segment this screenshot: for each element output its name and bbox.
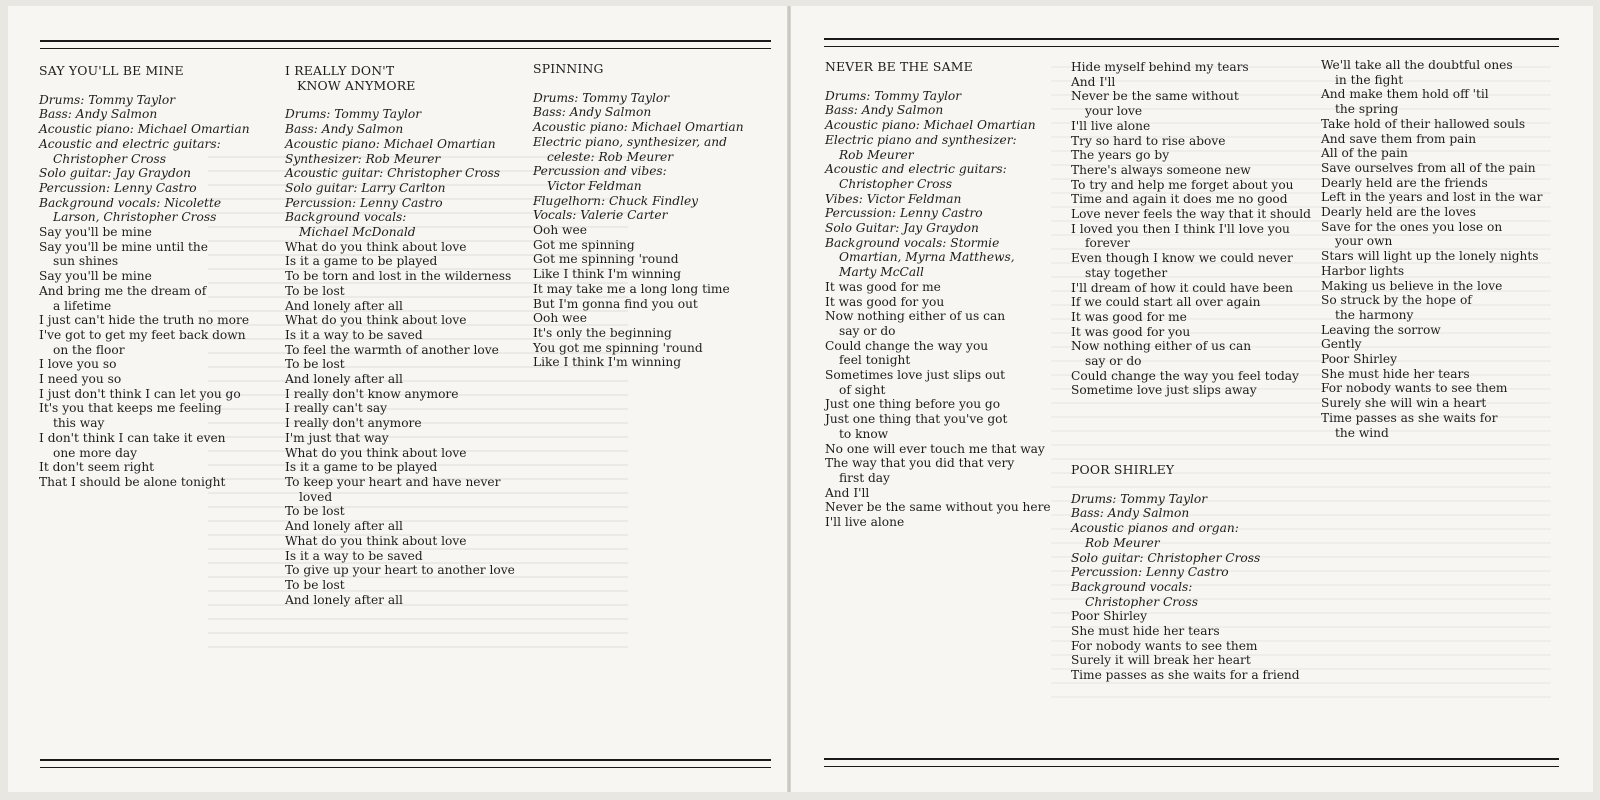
- lyric-stanza: [285, 387, 525, 446]
- lyric-line: a lifetime: [53, 298, 112, 313]
- lyric-line: I really can't say: [285, 401, 388, 416]
- musician-credits: [1071, 492, 1311, 610]
- credit-line: Vibes: Victor Feldman: [825, 191, 962, 206]
- credit-line: celeste: Rob Meurer: [547, 149, 674, 164]
- musician-credits: [39, 93, 279, 225]
- lyric-line: And lonely after all: [285, 519, 403, 534]
- lyric-line: What do you think about love: [285, 445, 467, 460]
- lyric-line: And make them hold off 'til: [1321, 87, 1489, 102]
- credit-line: Drums: Tommy Taylor: [533, 90, 670, 105]
- credit-line: Bass: Andy Salmon: [285, 122, 404, 137]
- lyric-line: I really don't know anymore: [285, 386, 459, 401]
- lyric-line: It's you that keeps me feeling: [39, 401, 222, 416]
- song-poor-shirley-continued: [1321, 58, 1561, 440]
- credit-line: Bass: Andy Salmon: [825, 103, 944, 118]
- lyric-line: your own: [1335, 234, 1393, 249]
- lyric-line: For nobody wants to see them: [1071, 638, 1258, 653]
- lyric-stanza: [533, 282, 773, 311]
- lyric-line: To be lost: [285, 283, 345, 298]
- lyric-line: The way that you did that very: [825, 456, 1015, 471]
- lyric-line: And lonely after all: [285, 372, 403, 387]
- left-page: [8, 6, 789, 792]
- credit-line: Percussion: Lenny Castro: [285, 195, 443, 210]
- musician-credits: [825, 89, 1065, 280]
- lyric-line: Save ourselves from all of the pain: [1321, 160, 1536, 175]
- credit-line: Christopher Cross: [839, 176, 952, 191]
- lyric-line: Got me spinning 'round: [533, 252, 679, 267]
- lyric-line: To be torn and lost in the wilderness: [285, 269, 512, 284]
- lyric-line: one more day: [53, 445, 138, 460]
- credit-line: Electric piano, synthesizer, and: [533, 134, 727, 149]
- lyric-line: Sometimes love just slips out: [825, 368, 1006, 383]
- lyric-line: We'll take all the doubtful ones: [1321, 58, 1513, 72]
- lyric-line: Could change the way you feel today: [1071, 368, 1299, 383]
- right-page: [790, 6, 1593, 792]
- lyric-line: There's always someone new: [1071, 162, 1251, 177]
- lyric-line: To give up your heart to another love: [285, 563, 515, 578]
- musician-credits: [285, 107, 525, 239]
- lyric-line: I don't think I can take it even: [39, 430, 226, 445]
- lyric-line: Dearly held are the friends: [1321, 175, 1488, 190]
- song-title-line: POOR SHIRLEY: [1071, 462, 1175, 477]
- lyric-line: She must hide her tears: [1321, 366, 1470, 381]
- lyric-line: It don't seem right: [39, 460, 155, 475]
- lyric-line: Making us believe in the love: [1321, 278, 1503, 293]
- lyric-line: And I'll: [1071, 74, 1116, 89]
- credit-line: Solo guitar: Jay Graydon: [39, 166, 191, 181]
- lyric-stanza: [285, 446, 525, 534]
- song-poor-shirley: [1071, 463, 1311, 683]
- credit-line: Drums: Tommy Taylor: [39, 92, 176, 107]
- lyric-line: Dearly held are the loves: [1321, 205, 1476, 220]
- lyric-line: To try and help me forget about you: [1071, 177, 1294, 192]
- lyric-line: Ooh wee: [533, 311, 587, 326]
- credit-line: Acoustic piano: Michael Omartian: [285, 136, 496, 151]
- lyric-stanza: [1321, 176, 1561, 250]
- lyric-stanza: [533, 223, 773, 282]
- lyric-stanza: [825, 486, 1065, 530]
- credit-line: Rob Meurer: [839, 147, 914, 162]
- song-spinning: [533, 62, 773, 370]
- lyric-line: say or do: [839, 323, 896, 338]
- song-title: [825, 60, 1065, 75]
- lyric-line: feel tonight: [839, 353, 911, 368]
- lyric-line: Is it a way to be saved: [285, 327, 423, 342]
- lyric-line: Time passes as she waits for: [1321, 410, 1498, 425]
- lyric-line: Left in the years and lost in the war: [1321, 190, 1543, 205]
- credit-line: Christopher Cross: [53, 151, 166, 166]
- lyric-line: What do you think about love: [285, 533, 467, 548]
- lyric-line: I've got to get my feet back down: [39, 327, 246, 342]
- credit-line: Omartian, Myrna Matthews,: [839, 250, 1015, 265]
- credit-line: Background vocals: Stormie: [825, 235, 1000, 250]
- lyric-line: Just one thing before you go: [825, 397, 1001, 412]
- credit-line: Acoustic and electric guitars:: [825, 162, 1007, 177]
- lyric-line: Got me spinning: [533, 237, 635, 252]
- lyric-line: Surely it will break her heart: [1071, 653, 1251, 668]
- lyric-stanza: [1321, 352, 1561, 440]
- song-title-line: KNOW ANYMORE: [297, 77, 416, 93]
- credit-line: Marty McCall: [839, 265, 924, 280]
- lyric-line: Time and again it does me no good: [1071, 192, 1288, 207]
- lyric-stanza: [1071, 222, 1311, 310]
- lyric-line: I just don't think I can let you go: [39, 386, 241, 401]
- credit-line: Acoustic piano: Michael Omartian: [825, 118, 1036, 133]
- lyric-line: Take hold of their hallowed souls: [1321, 116, 1526, 131]
- lyric-stanza: [285, 534, 525, 608]
- credit-line: Acoustic and electric guitars:: [39, 136, 221, 151]
- lyric-line: Poor Shirley: [1321, 352, 1397, 367]
- lyric-line: Now nothing either of us can: [1071, 339, 1252, 354]
- lyric-line: Say you'll be mine until the: [39, 239, 208, 254]
- lyric-line: Is it a way to be saved: [285, 548, 423, 563]
- credit-line: Michael McDonald: [299, 225, 416, 240]
- lyric-line: And lonely after all: [285, 298, 403, 313]
- credit-line: Larson, Christopher Cross: [53, 210, 217, 225]
- lyric-line: The years go by: [1071, 148, 1170, 163]
- lyric-line: Hide myself behind my tears: [1071, 60, 1249, 74]
- lyric-line: the harmony: [1335, 307, 1414, 322]
- credit-line: Acoustic piano: Michael Omartian: [533, 120, 744, 135]
- lyric-line: Surely she will win a heart: [1321, 396, 1487, 411]
- lyric-stanza: [533, 311, 773, 370]
- lyric-line: It was good for you: [1071, 324, 1191, 339]
- lyric-line: To feel the warmth of another love: [285, 342, 499, 357]
- lyric-line: Could change the way you: [825, 338, 989, 353]
- lyric-line: Leaving the sorrow: [1321, 322, 1441, 337]
- lyric-line: Now nothing either of us can: [825, 309, 1006, 324]
- lyric-line: All of the pain: [1321, 146, 1408, 161]
- credit-line: Synthesizer: Rob Meurer: [285, 151, 441, 166]
- credit-line: Percussion: Lenny Castro: [39, 180, 197, 195]
- lyric-stanza: [1071, 609, 1311, 683]
- lyric-line: Even though I know we could never: [1071, 251, 1293, 266]
- credit-line: Background vocals:: [285, 210, 407, 225]
- song-say-youll-be-mine: [39, 64, 279, 490]
- credit-line: Flugelhorn: Chuck Findley: [533, 193, 699, 208]
- lyric-line: Poor Shirley: [1071, 609, 1147, 624]
- lyric-line: I really don't anymore: [285, 416, 422, 431]
- credit-line: Solo Guitar: Jay Graydon: [825, 221, 979, 236]
- lyric-line: So struck by the hope of: [1321, 293, 1472, 308]
- credit-line: Percussion: Lenny Castro: [1071, 565, 1229, 580]
- lyric-line: of sight: [839, 382, 886, 397]
- song-title-line: I REALLY DON'T: [285, 63, 395, 78]
- song-title-line: SPINNING: [533, 61, 604, 76]
- top-double-rule: [824, 38, 1559, 47]
- credit-line: Background vocals: Nicolette: [39, 195, 222, 210]
- lyric-line: Just one thing that you've got: [825, 412, 1008, 427]
- lyric-stanza: [39, 313, 279, 401]
- lyric-stanza: [285, 313, 525, 387]
- song-title: [533, 62, 773, 77]
- credit-line: Vocals: Valerie Carter: [533, 208, 668, 223]
- credit-line: Bass: Andy Salmon: [39, 107, 158, 122]
- lyric-line: I'm just that way: [285, 430, 389, 445]
- lyric-stanza: [1071, 60, 1311, 148]
- credit-line: Acoustic piano: Michael Omartian: [39, 122, 250, 137]
- lyric-line: on the floor: [53, 342, 125, 357]
- lyric-line: And I'll: [825, 485, 870, 500]
- credit-line: Drums: Tommy Taylor: [285, 107, 422, 122]
- lyric-line: this way: [53, 416, 105, 431]
- lyric-line: Is it a game to be played: [285, 254, 438, 269]
- credit-line: Acoustic pianos and organ:: [1071, 521, 1239, 536]
- lyric-line: Is it a game to be played: [285, 460, 438, 475]
- credit-line: Drums: Tommy Taylor: [1071, 491, 1208, 506]
- lyric-line: in the fight: [1335, 72, 1404, 87]
- lyric-line: If we could start all over again: [1071, 295, 1261, 310]
- lyric-line: Ooh wee: [533, 223, 587, 238]
- lyric-line: Never be the same without: [1071, 89, 1239, 104]
- lyric-line: Harbor lights: [1321, 263, 1405, 278]
- credit-line: Solo guitar: Larry Carlton: [285, 180, 446, 195]
- lyric-line: Love never feels the way that it should: [1071, 207, 1311, 222]
- lyric-line: I just can't hide the truth no more: [39, 313, 250, 328]
- lyric-stanza: [39, 225, 279, 313]
- lyric-line: Save for the ones you lose on: [1321, 219, 1503, 234]
- lyric-line: What do you think about love: [285, 239, 467, 254]
- lyric-line: stay together: [1085, 265, 1168, 280]
- lyric-line: To be lost: [285, 577, 345, 592]
- lyric-line: I need you so: [39, 372, 122, 387]
- lyric-line: And save them from pain: [1321, 131, 1477, 146]
- top-double-rule: [40, 40, 771, 49]
- lyric-line: Say you'll be mine: [39, 225, 152, 240]
- lyric-line: But I'm gonna find you out: [533, 296, 698, 311]
- lyric-line: It may take me a long long time: [533, 281, 730, 296]
- lyric-line: That I should be alone tonight: [39, 474, 226, 489]
- lyric-line: the wind: [1335, 425, 1389, 440]
- credit-line: Victor Feldman: [547, 178, 642, 193]
- lyric-line: the spring: [1335, 102, 1399, 117]
- lyric-stanza: [285, 240, 525, 314]
- lyric-line: Like I think I'm winning: [533, 355, 682, 370]
- credit-line: Percussion and vibes:: [533, 164, 667, 179]
- bottom-double-rule: [824, 758, 1559, 767]
- lyric-stanza: [825, 397, 1065, 485]
- lyric-line: Stars will light up the lonely nights: [1321, 249, 1539, 264]
- credit-line: Bass: Andy Salmon: [533, 105, 652, 120]
- credit-line: Rob Meurer: [1085, 535, 1160, 550]
- lyric-line: She must hide her tears: [1071, 624, 1220, 639]
- lyric-line: Say you'll be mine: [39, 269, 152, 284]
- lyric-line: forever: [1085, 236, 1130, 251]
- lyric-line: your love: [1085, 104, 1143, 119]
- lyric-line: To be lost: [285, 504, 345, 519]
- lyric-line: And lonely after all: [285, 592, 403, 607]
- credit-line: Percussion: Lenny Castro: [825, 206, 983, 221]
- lyric-line: What do you think about love: [285, 313, 467, 328]
- lyric-line: To keep your heart and have never: [285, 474, 501, 489]
- song-never-be-the-same: [825, 60, 1065, 530]
- lyric-line: loved: [299, 489, 333, 504]
- song-title-line: NEVER BE THE SAME: [825, 59, 973, 74]
- lyric-line: Like I think I'm winning: [533, 267, 682, 282]
- lyric-line: say or do: [1085, 354, 1142, 369]
- lyric-stanza: [1321, 58, 1561, 176]
- lyric-line: It was good for me: [1071, 309, 1187, 324]
- lyric-line: first day: [839, 470, 890, 485]
- lyric-line: I love you so: [39, 357, 117, 372]
- lyric-stanza: [1071, 310, 1311, 398]
- lyric-line: I'll dream of how it could have been: [1071, 280, 1294, 295]
- song-title-line: SAY YOU'LL BE MINE: [39, 63, 184, 78]
- lyric-line: sun shines: [53, 254, 119, 269]
- credit-line: Electric piano and synthesizer:: [825, 132, 1017, 147]
- lyric-line: I'll live alone: [1071, 118, 1151, 133]
- credit-line: Drums: Tommy Taylor: [825, 88, 962, 103]
- song-title: [1071, 463, 1311, 478]
- lyric-line: For nobody wants to see them: [1321, 381, 1508, 396]
- lyric-line: No one will ever touch me that way: [825, 441, 1045, 456]
- lyric-line: Time passes as she waits for a friend: [1071, 668, 1300, 683]
- lyric-line: to know: [839, 426, 889, 441]
- credit-line: Christopher Cross: [1085, 594, 1198, 609]
- lyric-stanza: [39, 401, 279, 489]
- song-title: [39, 64, 279, 79]
- credit-line: Background vocals:: [1071, 579, 1193, 594]
- musician-credits: [533, 91, 773, 223]
- lyric-line: You got me spinning 'round: [533, 340, 703, 355]
- lyric-line: Gently: [1321, 337, 1362, 352]
- lyric-stanza: [1071, 148, 1311, 222]
- lyric-line: To be lost: [285, 357, 345, 372]
- lyric-line: It was good for you: [825, 294, 945, 309]
- lyric-line: Never be the same without you here: [825, 500, 1051, 515]
- lyric-stanza: [825, 280, 1065, 398]
- lyric-line: It's only the beginning: [533, 325, 672, 340]
- lyric-line: And bring me the dream of: [39, 283, 207, 298]
- credit-line: Acoustic guitar: Christopher Cross: [285, 166, 501, 181]
- song-i-really-dont-know-anymore: [285, 64, 525, 607]
- lyric-line: It was good for me: [825, 279, 941, 294]
- song-title: [285, 64, 525, 93]
- credit-line: Bass: Andy Salmon: [1071, 506, 1190, 521]
- lyric-line: Sometime love just slips away: [1071, 383, 1257, 398]
- lyric-line: I'll live alone: [825, 515, 905, 530]
- lyric-stanza: [1321, 249, 1561, 352]
- credit-line: Solo guitar: Christopher Cross: [1071, 550, 1261, 565]
- song-never-be-the-same-continued: [1071, 60, 1311, 398]
- lyric-line: I loved you then I think I'll love you: [1071, 221, 1290, 236]
- lyric-line: Try so hard to rise above: [1071, 133, 1226, 148]
- bottom-double-rule: [40, 759, 771, 768]
